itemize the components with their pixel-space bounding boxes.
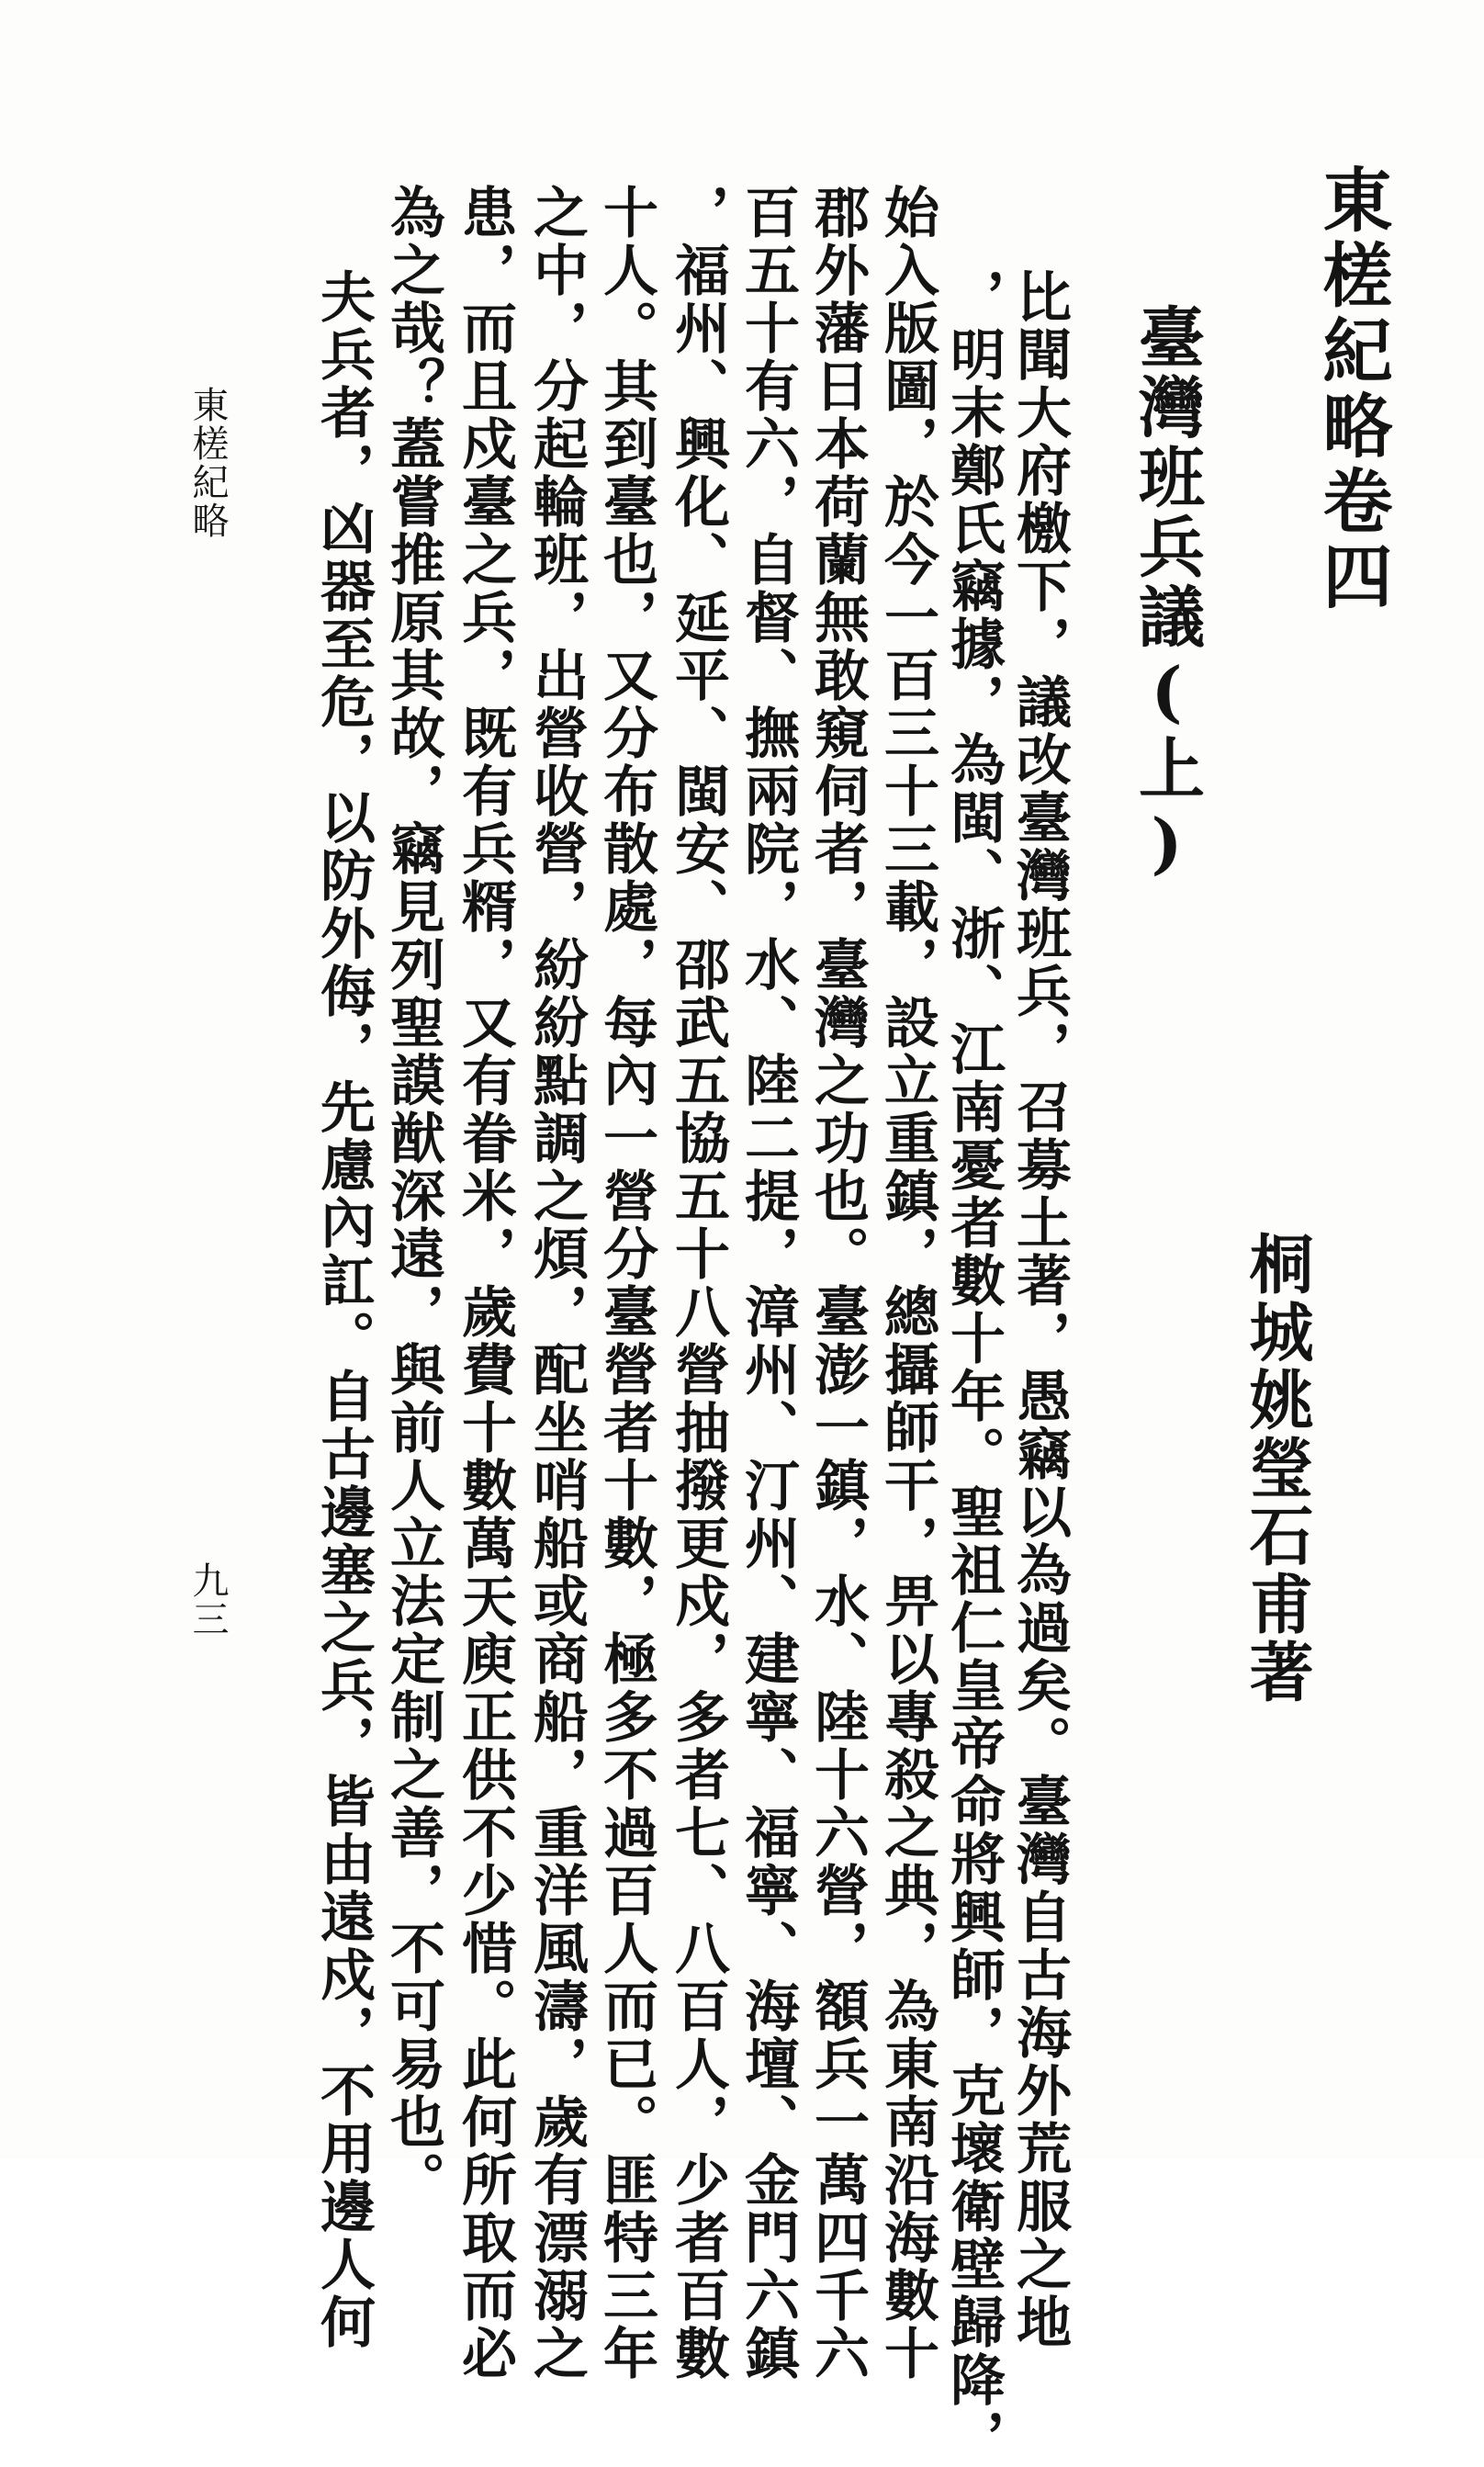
text-column: 比聞大府檄下，議改臺灣班兵，召募土著，愚竊以為過矣。臺灣自古海外荒服之地 [1007, 268, 1072, 2351]
text-column: ，明末鄭氏竊據，為閩、浙、江南憂者數十年。聖祖仁皇帝命將興師，克壞衛壁歸降， [941, 268, 1006, 2467]
book-title: 東槎紀略卷四 [1311, 163, 1393, 615]
text-column: 患，而且戍臺之兵，既有兵糈，又有眷米，歲費十數萬天庾正供不少惜。此何所取而必 [453, 184, 517, 2383]
section-title: 臺灣班兵議(上) [1128, 303, 1206, 885]
text-column: 之中，分起輪班，出營收營，紛紛點調之煩，配坐哨船或商船，重洋風濤，歲有漂溺之 [524, 184, 589, 2383]
author-line: 桐城姚瑩石甫著 [1239, 1231, 1315, 1707]
text-column: 十人。其到臺也，又分布散處，每內一營分臺營者十數，極多不過百人而已。匪特三年 [594, 184, 658, 2383]
text-column: 百五十有六，自督、撫兩院，水、陸二提，漳州、汀州、建寧、福寧、海壇、金門六鎮 [736, 184, 800, 2383]
running-title: 東槎紀略 [186, 386, 229, 540]
text-column: ，福州、興化、延平、閩安、邵武五協五十八營抽撥更戍，多者七、八百人，少者百數 [666, 184, 730, 2383]
text-column: 為之哉？蓋嘗推原其故，竊見列聖謨猷深遠，與前人立法定制之善，不可易也。 [381, 184, 445, 2209]
text-column: 郡外藩日本荷蘭無敢窺伺者，臺灣之功也。臺澎一鎮，水、陸十六營，額兵一萬四千六 [805, 184, 870, 2383]
text-column: 夫兵者，凶器至危，以防外侮，先慮內訌。自古邊塞之兵，皆由遠戍，不用邊人何 [311, 268, 376, 2351]
text-column: 始入版圖，於今一百三十三載，設立重鎮，總攝師干，畀以專殺之典，為東南沿海數十 [875, 184, 939, 2383]
page-number: 九三 [186, 1561, 229, 1639]
